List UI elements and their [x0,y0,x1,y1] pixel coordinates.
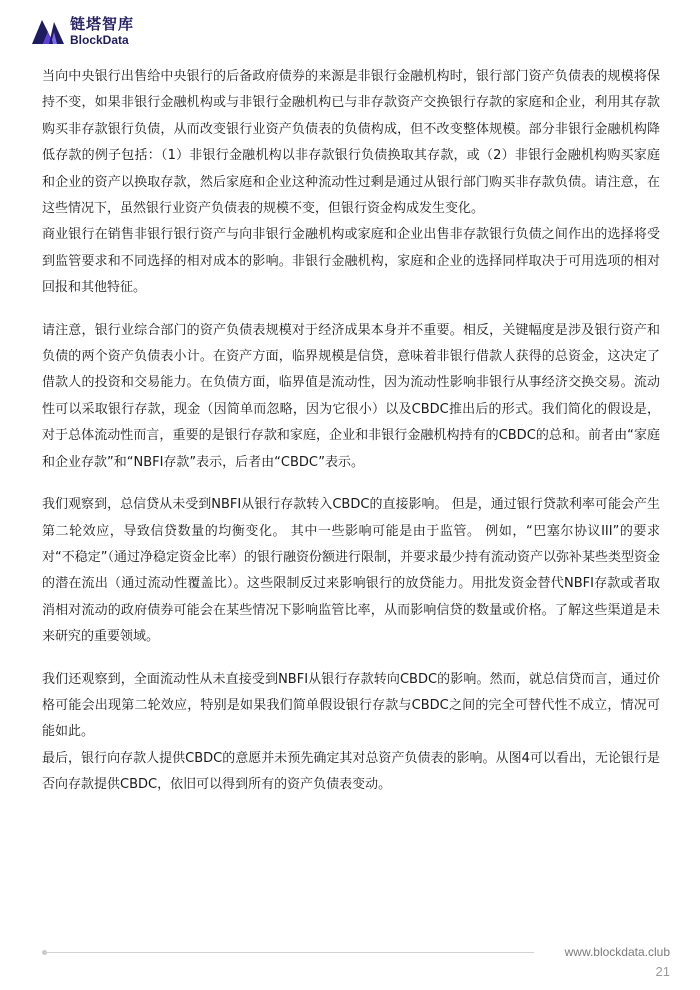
footer-divider [44,952,534,953]
paragraph: 我们观察到，总信贷从未受到NBFI从银行存款转入CBDC的直接影响。 但是，通过银行贷款利率可能会产生第二轮效应，导致信贷数量的均衡变化。 其中一些影响可能是由于监管。 例如，“巴塞尔协议III”的要求对“不稳定”（通过净稳定资金比率）的银行融资份额进行限制，并要求最少持有流动资产以弥补某些类型资金的潜在流出（通过流动性覆盖比）。这些限制反过来影响银行的放贷能力。用批发资金替代NBFI存款或者取消相对流动的政府债券可能会在某些情况下影响监管比率，从而影响信贷的数量或价格。了解这些渠道是未来研究的重要领域。 [42,497,660,645]
blockdata-logo-icon [30,16,66,46]
paragraph: 当向中央银行出售给中央银行的后备政府债券的来源是非银行金融机构时，银行部门资产负债表的规模将保持不变，如果非银行金融机构或与非银行金融机构已与非存款资产交换银行存款的家庭和企业，利用其存款购买非存款银行负债，从而改变银行业资产负债表的负债构成，但不改变整体规模。部分非银行金融机构降低存款的例子包括：（1）非银行金融机构以非存款银行负债换取其存款，或（2）非银行金融机构购买家庭和企业的资产以换取存款，然后家庭和企业这种流动性过剩是通过从银行部门购买非存款负债。请注意，在这些情况下，虽然银行业资产负债表的规模不变，但银行资金构成发生变化。 [42,69,660,217]
brand-header [30,14,134,48]
paragraph: 我们还观察到，全面流动性从未直接受到NBFI从银行存款转向CBDC的影响。然而，就总信贷而言，通过价格可能会出现第二轮效应，特别是如果我们简单假设银行存款与CBDC之间的完全可替代性不成立，情况可能如此。 [42,671,660,740]
paragraph: 商业银行在销售非银行银行资产与向非银行金融机构或家庭和企业出售非存款银行负债之间作出的选择将受到监管要求和不同选择的相对成本的影响。非银行金融机构，家庭和企业的选择同样取决于可用选项的相对回报和其他特征。 [42,227,660,296]
paragraph: 请注意，银行业综合部门的资产负债表规模对于经济成果本身并不重要。相反，关键幅度是涉及银行资产和负债的两个资产负债表小计。在资产方面，临界规模是信贷，意味着非银行借款人获得的总资金，这决定了借款人的投资和交易能力。在负债方面，临界值是流动性，因为流动性影响非银行从事经济交换交易。流动性可以采取银行存款，现金（因简单而忽略，因为它很小）以及CBDC推出后的形式。我们简化的假设是，对于总体流动性而言，重要的是银行存款和家庭，企业和非银行金融机构持有的CBDC的总和。前者由“家庭和企业存款”和“NBFI存款”表示，后者由“CBDC”表示。 [42,322,660,470]
footer-website-link[interactable]: www.blockdata.club [564,945,670,959]
brand-name-cn: 链塔智库 [70,14,135,33]
document-body [42,64,660,799]
paragraph: 最后，银行向存款人提供CBDC的意愿并未预先确定其对总资产负债表的影响。从图4可以看出，无论银行是否向存款提供CBDC，依旧可以得到所有的资产负债表变动。 [42,750,660,793]
page-number: 21 [655,964,670,979]
brand-name-en: BlockData [70,32,129,47]
brand-wordmark [70,14,135,47]
